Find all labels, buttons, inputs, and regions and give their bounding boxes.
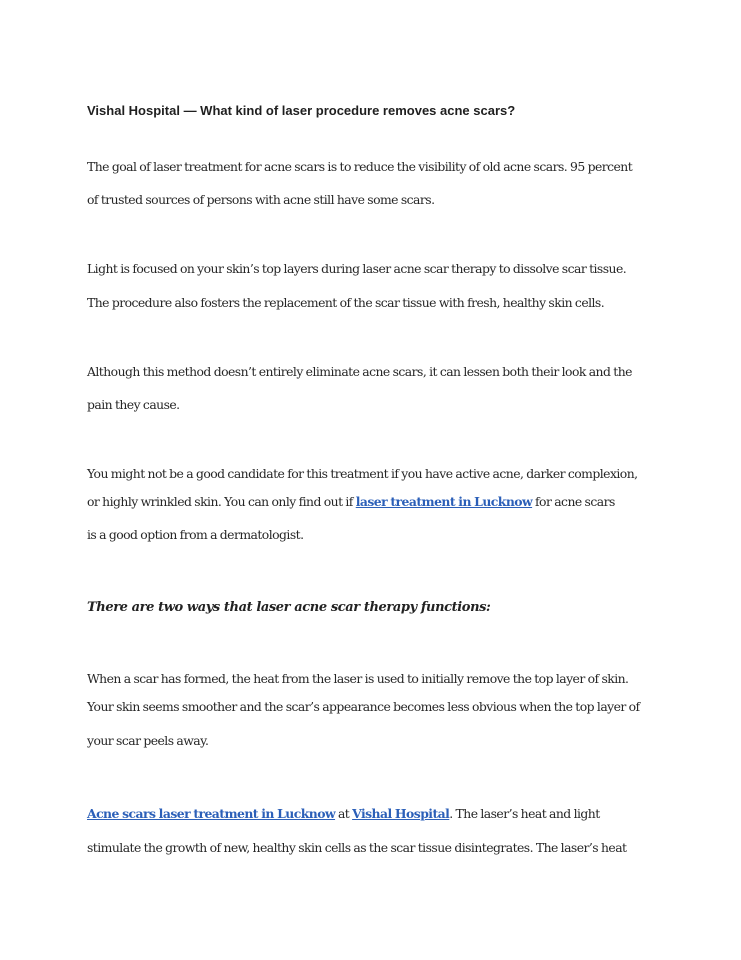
paragraph-1-line-1: The goal of laser treatment for acne scars is to reduce the visibility of old acne scars. 95 percent xyxy=(87,159,633,174)
paragraph-4-text-pre: or highly wrinkled skin. You can only find out if xyxy=(87,494,356,509)
paragraph-5-line-1: When a scar has formed, the heat from the laser is used to initially remove the top layer of skin. xyxy=(87,671,629,686)
paragraph-4-text-post: for acne scars xyxy=(532,494,615,509)
paragraph-4-line-3: is a good option from a dermatologist. xyxy=(87,527,304,542)
paragraph-5-line-3: your scar peels away. xyxy=(87,733,209,748)
paragraph-6-line-2: stimulate the growth of new, healthy skin cells as the scar tissue disintegrates. The laser’s heat xyxy=(87,840,627,855)
paragraph-1-line-2: of trusted sources of persons with acne still have some scars. xyxy=(87,192,435,207)
vishal-hospital-link[interactable]: Vishal Hospital xyxy=(352,806,450,821)
paragraph-5-line-2: Your skin seems smoother and the scar’s appearance becomes less obvious when the top layer of xyxy=(87,699,640,714)
paragraph-3-line-1: Although this method doesn’t entirely eliminate acne scars, it can lessen both their look and the xyxy=(87,364,632,379)
page-title: Vishal Hospital — What kind of laser procedure removes acne scars? xyxy=(87,103,516,118)
paragraph-6-line-1 xyxy=(87,805,600,823)
paragraph-2-line-2: The procedure also fosters the replacement of the scar tissue with fresh, healthy skin cells. xyxy=(87,295,605,310)
paragraph-4-line-2 xyxy=(87,493,615,511)
acne-scars-laser-treatment-link[interactable]: Acne scars laser treatment in Lucknow xyxy=(87,806,336,821)
section-heading: There are two ways that laser acne scar therapy functions: xyxy=(87,600,491,615)
paragraph-6-text-post: . The laser’s heat and light xyxy=(449,806,600,821)
paragraph-4-line-1: You might not be a good candidate for this treatment if you have active acne, darker complexion, xyxy=(87,466,638,481)
paragraph-2-line-1: Light is focused on your skin’s top layers during laser acne scar therapy to dissolve scar tissue. xyxy=(87,261,627,276)
laser-treatment-link[interactable]: laser treatment in Lucknow xyxy=(355,494,533,509)
paragraph-3-line-2: pain they cause. xyxy=(87,397,180,412)
paragraph-6-text-mid: at xyxy=(335,806,353,821)
